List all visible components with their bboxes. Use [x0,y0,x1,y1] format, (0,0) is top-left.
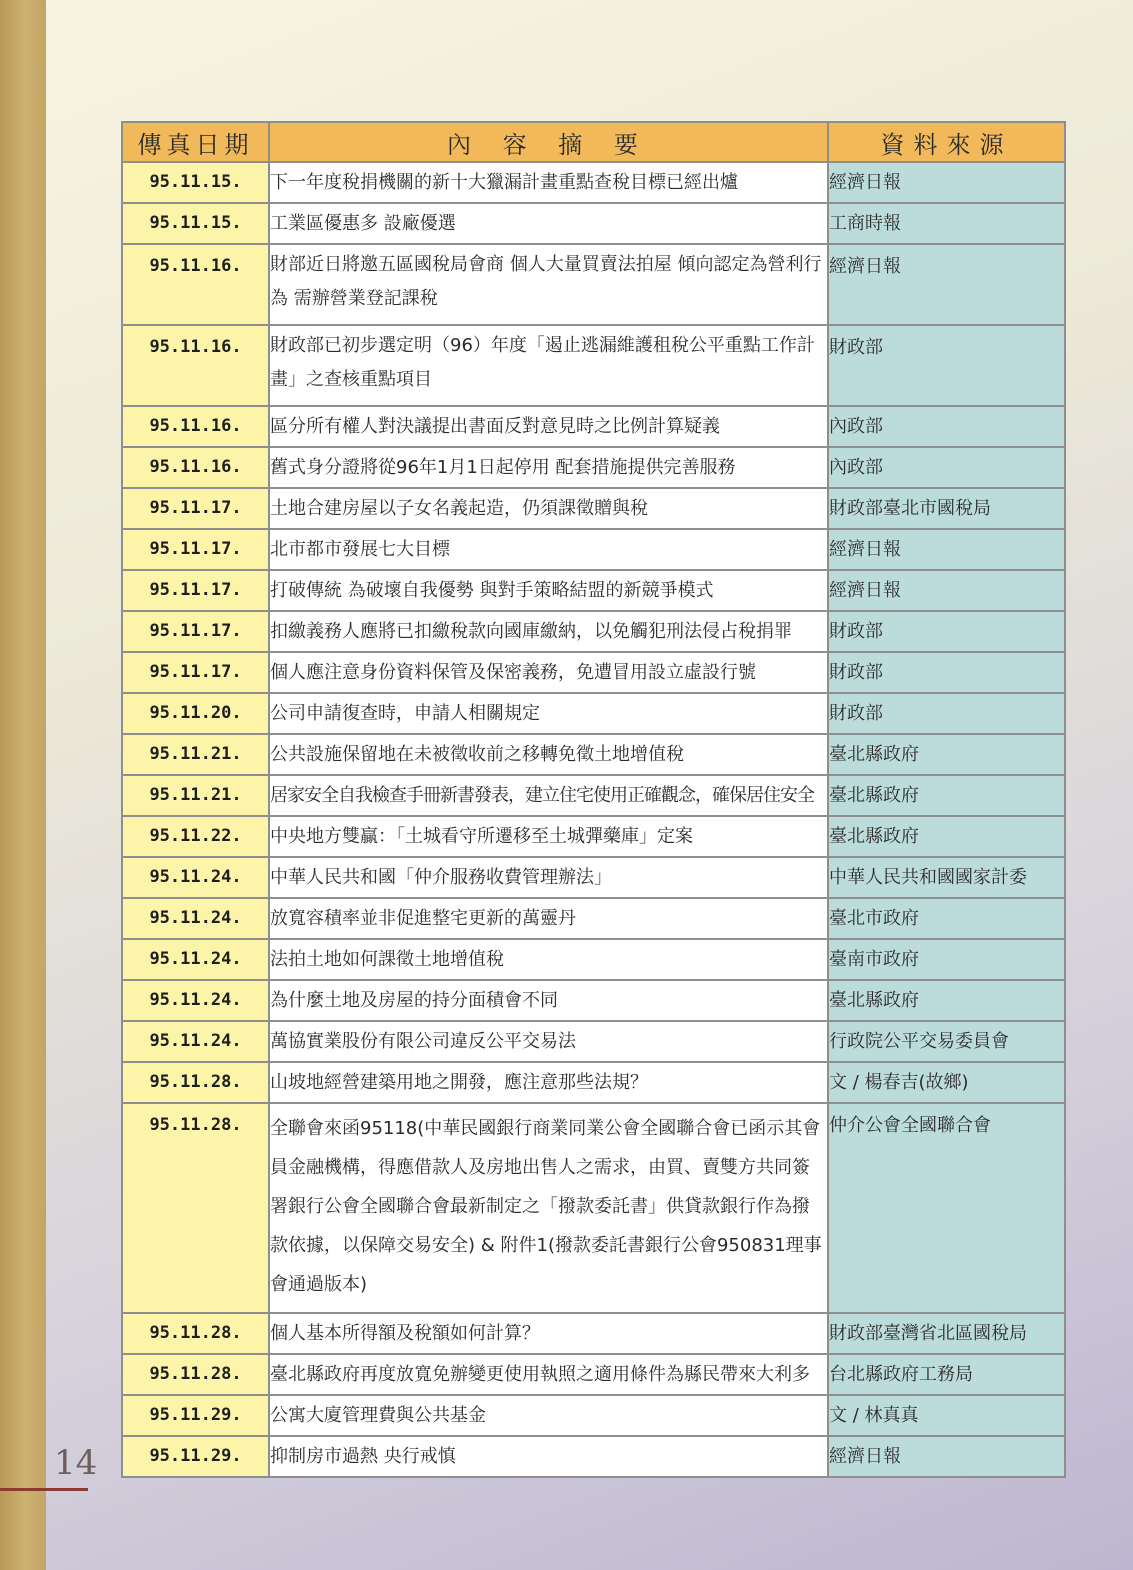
table-row [122,1436,1065,1477]
table-row [122,529,1065,570]
row-source: 財政部 [828,325,1065,406]
table-row [122,162,1065,203]
row-content: 抑制房市過熱 央行戒慎 [269,1436,828,1477]
row-date: 95.11.17. [122,529,269,570]
row-source: 財政部臺北市國稅局 [828,488,1065,529]
header-content: 內 容 摘 要 [269,122,828,162]
table-row [122,939,1065,980]
table-row [122,816,1065,857]
row-content: 居家安全自我檢查手冊新書發表，建立住宅使用正確觀念，確保居住安全 [269,775,828,816]
header-source: 資料來源 [828,122,1065,162]
table-row [122,1313,1065,1354]
table-row [122,734,1065,775]
row-source: 文 / 楊春吉(故鄉) [828,1062,1065,1103]
row-source: 臺北縣政府 [828,980,1065,1021]
row-content: 公共設施保留地在未被徵收前之移轉免徵土地增值稅 [269,734,828,775]
row-date: 95.11.28. [122,1062,269,1103]
header-date: 傳真日期 [122,122,269,162]
row-content: 全聯會來函95118(中華民國銀行商業同業公會全國聯合會已函示其會員金融機構，得應借款人及房地出售人之需求，由買、賣雙方共同簽署銀行公會全國聯合會最新制定之「撥款委託書」供貸款銀行作為撥款依據，以保障交易安全) & 附件1(撥款委託書銀行公會950831理事會通過版本) [269,1103,828,1313]
fax-digest-table [121,121,1066,1478]
row-content: 放寬容積率並非促進整宅更新的萬靈丹 [269,898,828,939]
row-content: 財政部已初步選定明（96）年度「遏止逃漏維護租稅公平重點工作計畫」之查核重點項目 [269,325,828,406]
row-source: 財政部 [828,652,1065,693]
row-source: 財政部 [828,693,1065,734]
row-source: 中華人民共和國國家計委 [828,857,1065,898]
row-source: 臺北縣政府 [828,734,1065,775]
table-row [122,652,1065,693]
row-source: 行政院公平交易委員會 [828,1021,1065,1062]
row-date: 95.11.20. [122,693,269,734]
row-content: 財部近日將邀五區國稅局會商 個人大量買賣法拍屋 傾向認定為營利行為 需辦營業登記課稅 [269,244,828,325]
row-source: 臺北市政府 [828,898,1065,939]
row-date: 95.11.28. [122,1313,269,1354]
row-date: 95.11.24. [122,1021,269,1062]
row-date: 95.11.21. [122,775,269,816]
page-spine [0,0,46,1570]
table-header-row [122,122,1065,162]
table-row [122,244,1065,325]
row-content: 中華人民共和國「仲介服務收費管理辦法」 [269,857,828,898]
table-row [122,488,1065,529]
table-row [122,325,1065,406]
table-row [122,1062,1065,1103]
row-date: 95.11.17. [122,652,269,693]
row-source: 工商時報 [828,203,1065,244]
row-source: 經濟日報 [828,162,1065,203]
row-date: 95.11.17. [122,570,269,611]
row-content: 個人應注意身份資料保管及保密義務，免遭冒用設立虛設行號 [269,652,828,693]
row-date: 95.11.16. [122,325,269,406]
row-date: 95.11.16. [122,406,269,447]
row-content: 中央地方雙贏：「土城看守所遷移至土城彈藥庫」定案 [269,816,828,857]
row-date: 95.11.15. [122,162,269,203]
row-source: 經濟日報 [828,570,1065,611]
row-source: 仲介公會全國聯合會 [828,1103,1065,1313]
row-content: 法拍土地如何課徵土地增值稅 [269,939,828,980]
row-content: 區分所有權人對決議提出書面反對意見時之比例計算疑義 [269,406,828,447]
table-row [122,898,1065,939]
row-source: 經濟日報 [828,244,1065,325]
row-source: 財政部 [828,611,1065,652]
row-date: 95.11.29. [122,1436,269,1477]
row-source: 文 / 林真真 [828,1395,1065,1436]
row-date: 95.11.28. [122,1354,269,1395]
row-date: 95.11.17. [122,611,269,652]
table-row [122,406,1065,447]
row-date: 95.11.29. [122,1395,269,1436]
row-source: 經濟日報 [828,1436,1065,1477]
row-content: 萬協實業股份有限公司違反公平交易法 [269,1021,828,1062]
row-source: 內政部 [828,406,1065,447]
row-content: 個人基本所得額及稅額如何計算？ [269,1313,828,1354]
row-content: 舊式身分證將從96年1月1日起停用 配套措施提供完善服務 [269,447,828,488]
row-source: 臺北縣政府 [828,775,1065,816]
table-row [122,857,1065,898]
table-row [122,980,1065,1021]
row-content: 公司申請復查時，申請人相關規定 [269,693,828,734]
table-row [122,611,1065,652]
row-content: 土地合建房屋以子女名義起造，仍須課徵贈與稅 [269,488,828,529]
row-source: 台北縣政府工務局 [828,1354,1065,1395]
row-content: 打破傳統 為破壞自我優勢 與對手策略結盟的新競爭模式 [269,570,828,611]
table-row [122,693,1065,734]
row-date: 95.11.15. [122,203,269,244]
row-source: 財政部臺灣省北區國稅局 [828,1313,1065,1354]
table-row [122,447,1065,488]
row-date: 95.11.21. [122,734,269,775]
row-content: 為什麼土地及房屋的持分面積會不同 [269,980,828,1021]
page-number-rule [0,1488,88,1491]
table-row [122,203,1065,244]
row-content: 工業區優惠多 設廠優選 [269,203,828,244]
row-date: 95.11.24. [122,980,269,1021]
row-date: 95.11.24. [122,898,269,939]
table-row [122,1021,1065,1062]
row-date: 95.11.17. [122,488,269,529]
row-date: 95.11.28. [122,1103,269,1313]
row-content: 臺北縣政府再度放寬免辦變更使用執照之適用條件為縣民帶來大利多 [269,1354,828,1395]
table-row [122,775,1065,816]
row-date: 95.11.24. [122,857,269,898]
row-content: 下一年度稅捐機關的新十大獵漏計畫重點查稅目標已經出爐 [269,162,828,203]
row-date: 95.11.16. [122,244,269,325]
row-date: 95.11.22. [122,816,269,857]
row-source: 經濟日報 [828,529,1065,570]
row-date: 95.11.16. [122,447,269,488]
table-row [122,1354,1065,1395]
page-number: 14 [54,1443,98,1483]
table-row [122,1103,1065,1313]
row-content: 公寓大廈管理費與公共基金 [269,1395,828,1436]
row-content: 山坡地經營建築用地之開發，應注意那些法規？ [269,1062,828,1103]
table-row [122,1395,1065,1436]
row-source: 內政部 [828,447,1065,488]
row-content: 扣繳義務人應將已扣繳稅款向國庫繳納，以免觸犯刑法侵占稅捐罪 [269,611,828,652]
table-row [122,570,1065,611]
row-source: 臺北縣政府 [828,816,1065,857]
row-date: 95.11.24. [122,939,269,980]
row-source: 臺南市政府 [828,939,1065,980]
row-content: 北市都市發展七大目標 [269,529,828,570]
